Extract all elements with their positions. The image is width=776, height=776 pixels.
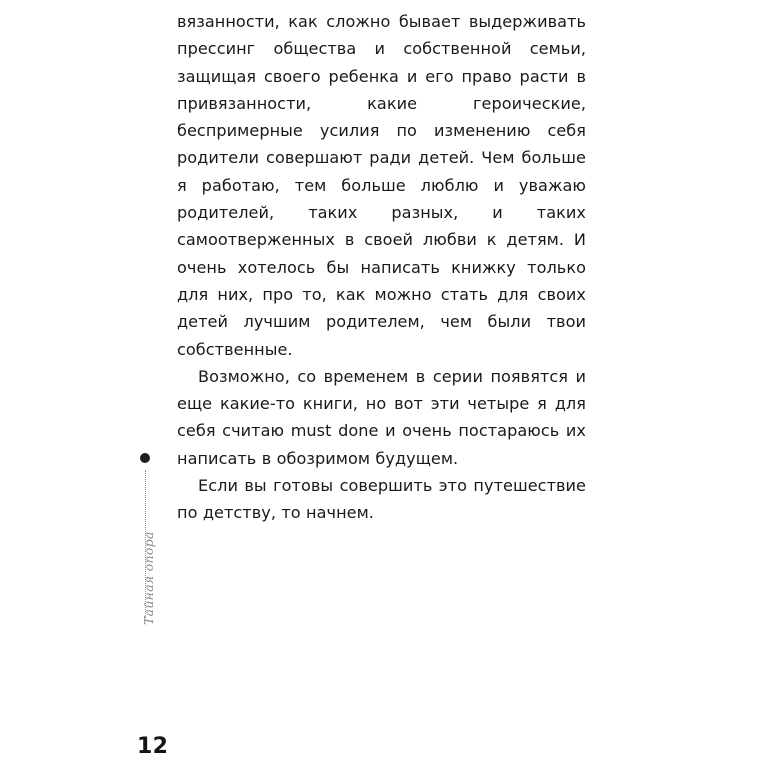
filled-circle-bullet-icon	[139, 452, 153, 466]
bullet-dot	[140, 453, 150, 463]
running-head	[141, 531, 156, 626]
running-head-label: Тайная опора	[141, 531, 156, 625]
page-number: 12	[137, 734, 169, 759]
body-paragraph: Возможно, со временем в серии появятся и еще какие-то книги, но вот эти четыре я для себя считаю must done и очень постараюсь их написать в обозримом будущем.	[177, 366, 586, 468]
body-paragraph: Если вы готовы совершить это путешествие по детству, то начнем.	[177, 476, 586, 523]
body-paragraph: вязанности, как сложно бывает выдерживать прессинг общества и собственной семьи, защищая своего ребенка и его право расти в привязанности, какие героические, беспримерные усилия по изменению себя родители совершают ради детей. Чем больше я работаю, тем больше люблю и уважаю родителей, таких разных, и таких самоотверженных в своей любви к детям. И очень хотелось бы написать книжку только для них, про то, как можно стать для своих детей лучшим родителем, чем были твои собственные.	[177, 12, 586, 359]
body-text-column	[177, 8, 586, 527]
